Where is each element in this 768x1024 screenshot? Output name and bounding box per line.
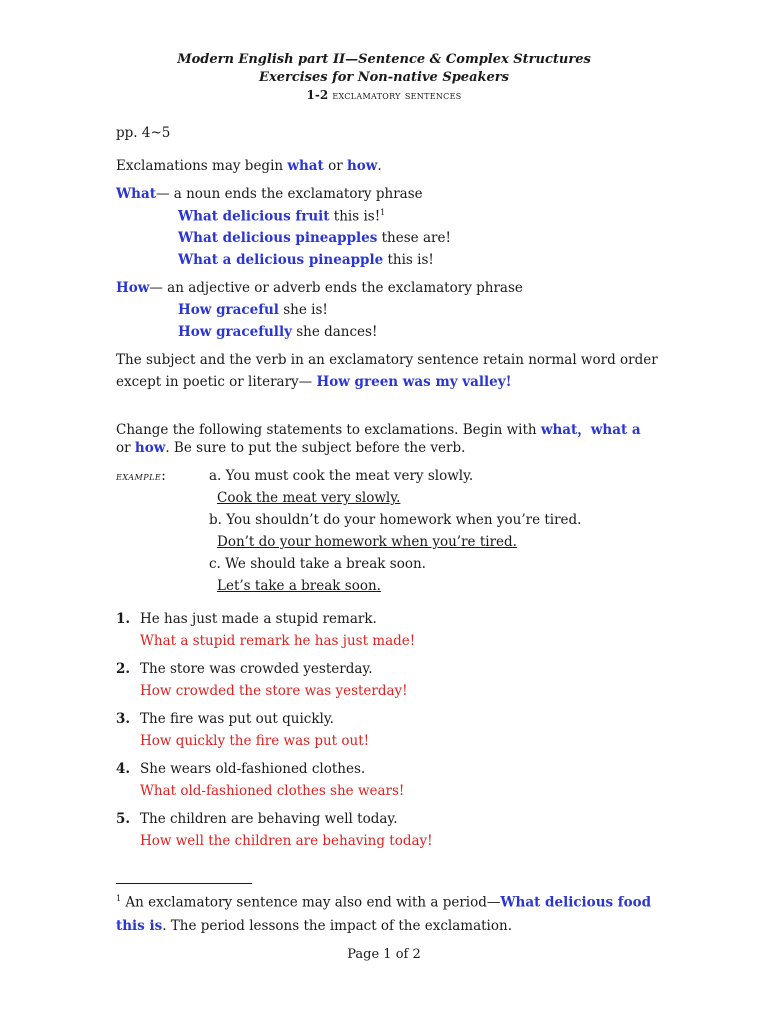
footnote-marker: 1 — [116, 894, 122, 903]
section-number: 1-2 — [306, 88, 329, 102]
exercise-number: 4. — [116, 761, 131, 777]
example-answer: Don’t do your homework when you’re tired. — [217, 534, 517, 550]
section-name: exclamatory sentences — [332, 88, 462, 102]
exercise-number: 3. — [116, 711, 131, 727]
poetic-example: How green was my valley! — [316, 374, 512, 390]
footnote-text: . The period lessons the impact of the exclamation. — [162, 918, 512, 934]
word-order-line1: The subject and the verb in an exclamatory sentence retain normal word order — [116, 352, 658, 368]
word-order-line2 — [116, 374, 512, 390]
pages-reference: pp. 4~5 — [116, 125, 171, 141]
example-phrase: How gracefully — [178, 324, 292, 340]
example-phrase: How graceful — [178, 302, 279, 318]
doc-subtitle: Exercises for Non-native Speakers — [259, 70, 509, 85]
keyword-what: what — [287, 158, 324, 174]
example-rest: this is! — [383, 252, 434, 268]
example-prompt: b. You shouldn’t do your homework when you’re tired. — [209, 512, 582, 528]
statement-text: He has just made a stupid remark. — [140, 611, 377, 627]
statement-text: The store was crowded yesterday. — [140, 661, 373, 677]
what-desc: — a noun ends the exclamatory phrase — [155, 186, 423, 202]
footnote-text: An exclamatory sentence may also end with a period— — [121, 894, 501, 911]
instructions-line2 — [116, 440, 465, 456]
statement-text: She wears old-fashioned clothes. — [140, 761, 366, 777]
footnote-line2 — [116, 918, 512, 934]
example-label: example — [116, 470, 162, 483]
example-rest: these are! — [377, 230, 451, 246]
instructions-line1 — [116, 418, 641, 438]
footnote-ref[interactable]: 1 — [380, 208, 386, 217]
how-desc: — an adjective or adverb ends the exclamatory phrase — [149, 280, 523, 296]
example-label-line — [116, 468, 166, 484]
exercise-statement — [116, 661, 373, 677]
instructions-text: Change the following statements to exclamations. Begin with — [116, 422, 541, 438]
what-example — [178, 208, 385, 225]
example-colon: : — [161, 468, 166, 484]
exercise-number: 2. — [116, 661, 131, 677]
how-rule — [116, 280, 523, 296]
footnote-line1 — [116, 894, 651, 911]
exercise-statement — [116, 611, 377, 627]
how-term: How — [116, 280, 150, 296]
page-number: Page 1 of 2 — [347, 947, 421, 962]
intro-end: . — [377, 158, 382, 174]
what-term: What — [116, 186, 156, 202]
example-answer: Cook the meat very slowly. — [217, 490, 401, 506]
example-rest: she is! — [278, 302, 328, 318]
example-rest: this is! — [329, 208, 381, 225]
word-order-text: except in poetic or literary— — [116, 374, 317, 390]
footnote-example: What delicious food — [500, 894, 652, 911]
footnote-divider — [116, 883, 252, 884]
exercise-answer: How well the children are behaving today! — [140, 833, 433, 849]
example-phrase: What a delicious pineapple — [178, 252, 384, 268]
instructions-or: or — [116, 440, 135, 456]
how-example — [178, 302, 328, 318]
keyword-what-a: what a — [590, 422, 641, 438]
intro-text: Exclamations may begin — [116, 158, 288, 174]
exercise-number: 1. — [116, 611, 131, 627]
exercise-answer: What a stupid remark he has just made! — [140, 633, 416, 649]
instructions-rest: . Be sure to put the subject before the verb. — [165, 440, 466, 456]
exercise-answer: What old-fashioned clothes she wears! — [140, 783, 405, 799]
exercise-answer: How quickly the fire was put out! — [140, 733, 370, 749]
example-phrase: What delicious pineapples — [178, 230, 378, 246]
example-prompt: a. You must cook the meat very slowly. — [209, 468, 474, 484]
section-heading — [0, 88, 768, 102]
example-rest: she dances! — [291, 324, 378, 340]
keyword-what: what — [540, 422, 578, 438]
intro-line — [116, 158, 382, 174]
keyword-how: how — [134, 440, 166, 456]
doc-title: Modern English part II—Sentence & Complex Structures — [177, 52, 591, 67]
exercise-statement — [116, 811, 398, 827]
how-example — [178, 324, 377, 340]
statement-text: The children are behaving well today. — [140, 811, 398, 827]
separator: ， — [577, 422, 591, 438]
what-example — [178, 230, 451, 246]
example-phrase: What delicious fruit — [178, 208, 330, 225]
exercise-answer: How crowded the store was yesterday! — [140, 683, 408, 699]
what-rule — [116, 186, 423, 202]
example-answer: Let’s take a break soon. — [217, 578, 381, 594]
example-prompt: c. We should take a break soon. — [209, 556, 426, 572]
exercise-statement — [116, 761, 365, 777]
exercise-number: 5. — [116, 811, 131, 827]
what-example — [178, 252, 434, 268]
exercise-statement — [116, 711, 334, 727]
footnote-example: this is — [116, 918, 163, 934]
intro-or: or — [323, 158, 347, 174]
statement-text: The fire was put out quickly. — [140, 711, 334, 727]
keyword-how: how — [346, 158, 378, 174]
